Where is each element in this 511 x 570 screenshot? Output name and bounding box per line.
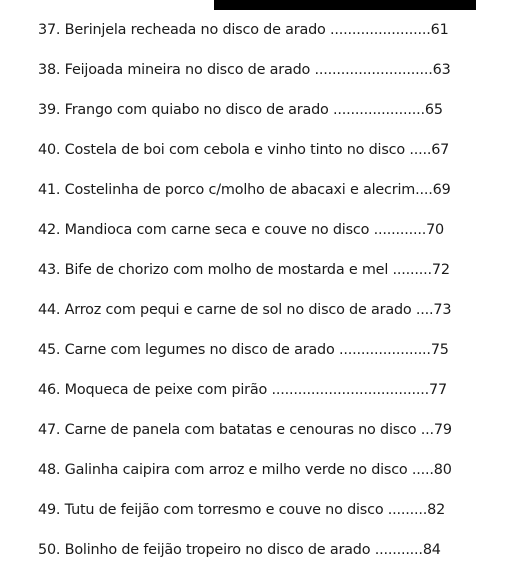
- toc-entry-page: 80: [433, 462, 452, 478]
- toc-entry-title: 45. Carne com legumes no disco de arado .....................: [38, 342, 431, 358]
- toc-entry-title: 48. Galinha caipira com arroz e milho verde no disco .....: [38, 462, 434, 478]
- toc-entry-title: 38. Feijoada mineira no disco de arado ...........................: [38, 62, 433, 78]
- toc-entry-49: [38, 490, 472, 530]
- toc-entry-44: [38, 290, 472, 330]
- toc-entry-title: 42. Mandioca com carne seca e couve no disco ............: [38, 222, 427, 238]
- toc-entry-page: 75: [430, 342, 449, 358]
- toc-entry-39: [38, 90, 472, 130]
- toc-entry-page: 73: [433, 302, 452, 318]
- toc-entry-37: [38, 10, 472, 50]
- header-bar: [214, 0, 476, 10]
- toc-entry-50: [38, 530, 472, 570]
- toc-entry-title: 49. Tutu de feijão com torresmo e couve no disco .........: [38, 502, 428, 518]
- toc-entry-title: 46. Moqueca de peixe com pirão ....................................: [38, 382, 429, 398]
- toc-entry-page: 65: [424, 102, 443, 118]
- toc-entry-page: 72: [431, 262, 450, 278]
- toc-entry-title: 43. Bife de chorizo com molho de mostarda e mel .........: [38, 262, 432, 278]
- toc-entry-title: 50. Bolinho de feijão tropeiro no disco de arado ...........: [38, 542, 423, 558]
- toc-entry-title: 41. Costelinha de porco c/molho de abacaxi e alecrim....: [38, 182, 433, 198]
- toc-entry-46: [38, 370, 472, 410]
- toc-entry-title: 44. Arroz com pequi e carne de sol no disco de arado ....: [38, 302, 434, 318]
- toc-entry-page: 69: [432, 182, 451, 198]
- toc-entry-title: 37. Berinjela recheada no disco de arado .......................: [38, 22, 431, 38]
- toc-entry-page: 67: [431, 142, 450, 158]
- toc-entry-41: [38, 170, 472, 210]
- toc-entry-title: 40. Costela de boi com cebola e vinho tinto no disco .....: [38, 142, 432, 158]
- toc-entry-40: [38, 130, 472, 170]
- toc-entry-page: 63: [432, 62, 451, 78]
- toc-entry-page: 84: [422, 542, 441, 558]
- toc-entry-page: 61: [430, 22, 449, 38]
- toc-entry-page: 70: [426, 222, 445, 238]
- toc-entry-47: [38, 410, 472, 450]
- toc-entry-page: 82: [427, 502, 446, 518]
- toc-entry-48: [38, 450, 472, 490]
- toc-entry-42: [38, 210, 472, 250]
- toc-entry-page: 79: [433, 422, 452, 438]
- toc-entry-page: 77: [428, 382, 447, 398]
- table-of-contents: [38, 10, 472, 570]
- toc-entry-38: [38, 50, 472, 90]
- toc-entry-title: 39. Frango com quiabo no disco de arado .....................: [38, 102, 425, 118]
- toc-entry-43: [38, 250, 472, 290]
- toc-entry-45: [38, 330, 472, 370]
- toc-entry-title: 47. Carne de panela com batatas e cenouras no disco ...: [38, 422, 434, 438]
